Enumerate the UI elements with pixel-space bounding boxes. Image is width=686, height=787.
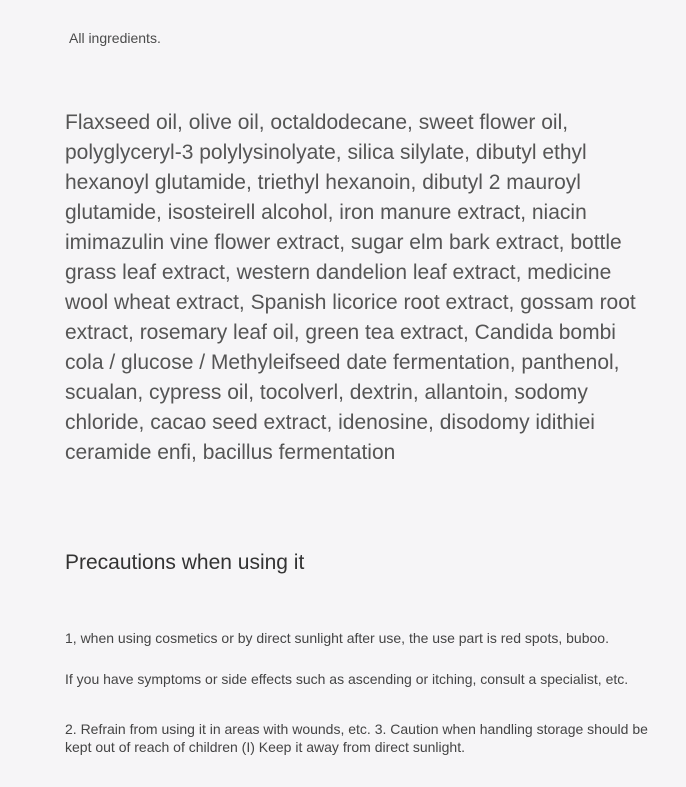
precaution-item-1: 1, when using cosmetics or by direct sunlight after use, the use part is red spots, buboo. xyxy=(65,630,609,646)
precautions-title: Precautions when using it xyxy=(65,551,305,574)
all-ingredients-label: All ingredients. xyxy=(69,30,161,46)
precaution-item-3: 2. Refrain from using it in areas with wounds, etc. 3. Caution when handling storage should be kept out of reach of children (I) Keep it away from direct sunlight. xyxy=(65,721,648,755)
precaution-item-2: If you have symptoms or side effects such as ascending or itching, consult a specialist, etc. xyxy=(65,671,629,687)
ingredients-list: Flaxseed oil, olive oil, octaldodecane, sweet flower oil, polyglyceryl-3 polylysinolyate, silica silylate, dibutyl ethyl hexanoyl glutamide, triethyl hexanoin, dibutyl 2 mauroyl glutamide, isosteirell alcohol, iron manure extract, niacin imimazulin vine flower extract, sugar elm bark extract, bottle grass leaf extract, western dandelion leaf extract, medicine wool wheat extract, Spanish licorice root extract, gossam root extract, rosemary leaf oil, green tea extract, Candida bombi cola / glucose / Methyleifseed date fermentation, panthenol, scualan, cypress oil, tocolverl, dextrin, allantoin, sodomy chloride, cacao seed extract, idenosine, disodomy idithiei ceramide enfi, bacillus fermentation xyxy=(65,111,636,464)
